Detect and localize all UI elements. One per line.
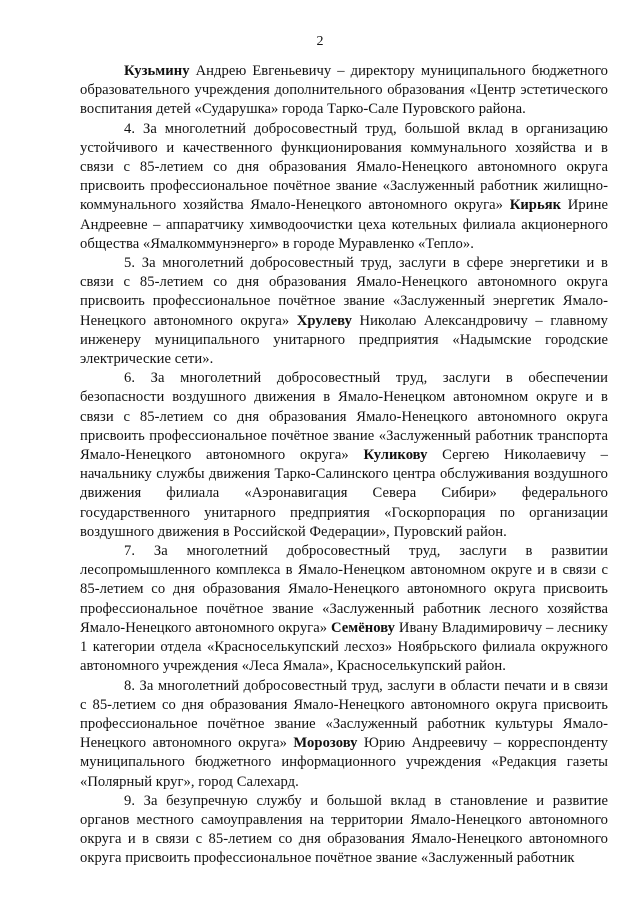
paragraph-text-post: Ирине Андреевне – аппаратчику химводоочистки цеха котельных филиала акционерного общества «Ямалкоммунэнерго» в городе Муравленко «Тепло». [80, 197, 608, 252]
paragraph-item-4 [80, 120, 608, 254]
person-name: Хрулеву [296, 312, 352, 329]
paragraph-text-post: Сергею Николаевичу – начальнику службы движения Тарко-Салинского центра обслуживания воздушного движения филиала «Аэронавигация Севера Сибири» федерального государственного унитарного предприятия «Госкорпорация по организации воздушного движения в Российской Федерации», Пуровский район. [80, 447, 609, 540]
paragraph-item-6 [80, 369, 608, 542]
paragraph-text-pre: 6. За многолетний добросовестный труд, заслуги в обеспечении безопасности воздушного движения в Ямало-Ненецком автономном округе и в связи с 85-летием со дня образования Ямало-Ненецкого автономного округа присвоить профессиональное почётное звание «Заслуженный работник транспорта Ямало-Ненецкого автономного округа» [80, 370, 608, 464]
paragraph-text-post: Юрию Андреевичу – корреспонденту муниципального бюджетного информационного учреждения «Редакция газеты «Полярный круг», город Салехард. [80, 735, 608, 790]
paragraph-kuzmin [80, 62, 608, 120]
document-body [80, 62, 608, 869]
paragraph-text-pre: 4. За многолетний добросовестный труд, большой вклад в организацию устойчивого и качественного функционирования коммунального хозяйства и в связи с 85-летием со дня образования Ямало-Ненецкого автономного округа присвоить профессиональное почётное звание «Заслуженный работник жилищно-коммунального хозяйства Ямало-Ненецкого автономного округа» [80, 120, 608, 214]
paragraph-text-pre: 8. За многолетний добросовестный труд, заслуги в области печати и в связи с 85-летием со дня образования Ямало-Ненецкого автономного округа присвоить профессиональное почётное звание «Заслуженный работник культуры Ямало-Ненецкого автономного округа» [80, 677, 608, 752]
person-name: Кузьмину [124, 63, 190, 79]
paragraph-item-5 [80, 254, 608, 369]
paragraph-text-pre: 5. За многолетний добросовестный труд, заслуги в сфере энергетики и в связи с 85-летием со дня образования Ямало-Ненецкого автономного округа присвоить профессиональное почётное звание «Заслуженный энергетик Ямало-Ненецкого автономного округа» [80, 255, 608, 329]
paragraph-item-9 [80, 792, 608, 869]
person-name: Семёнову [330, 619, 396, 636]
paragraph-item-8 [80, 677, 608, 792]
paragraph-text-post: Ивану Владимировичу – леснику 1 категории отдела «Красноселькупский лесхоз» Ноябрьского филиала окружного автономного учреждения «Леса Ямала», Красноселькупский район. [80, 619, 608, 675]
person-name: Кирьяк [509, 197, 562, 214]
paragraph-text-pre: 7. За многолетний добросовестный труд, заслуги в развитии лесопромышленного комплекса в Ямало-Ненецком автономном округе и в связи с 85-летием со дня образования Ямало-Ненецкого автономного округа присвоить профессиональное почётное звание «Заслуженный работник лесного хозяйства Ямало-Ненецкого автономного округа» [80, 543, 608, 636]
page-number: 2 [316, 34, 324, 49]
person-name: Морозову [293, 735, 358, 752]
paragraph-text-pre: 9. За безупречную службу и большой вклад в становление и развитие органов местного самоуправления на территории Ямало-Ненецкого автономного округа и в связи с 85-летием со дня образования Ямало-Ненецкого автономного округа присвоить профессиональное почётное звание «Заслуженный работник [80, 792, 608, 867]
paragraph-text-post: Николаю Александровичу – главному инженеру муниципального унитарного предприятия «Надымские городские электрические сети». [80, 312, 608, 368]
person-name: Куликову [363, 447, 428, 464]
paragraph-text-post: Андрею Евгеньевичу – директору муниципального бюджетного образовательного учреждения дополнительного образования «Центр эстетического воспитания детей «Сударушка» города Тарко-Сале Пуровского района. [80, 63, 608, 118]
paragraph-item-7 [80, 542, 608, 676]
